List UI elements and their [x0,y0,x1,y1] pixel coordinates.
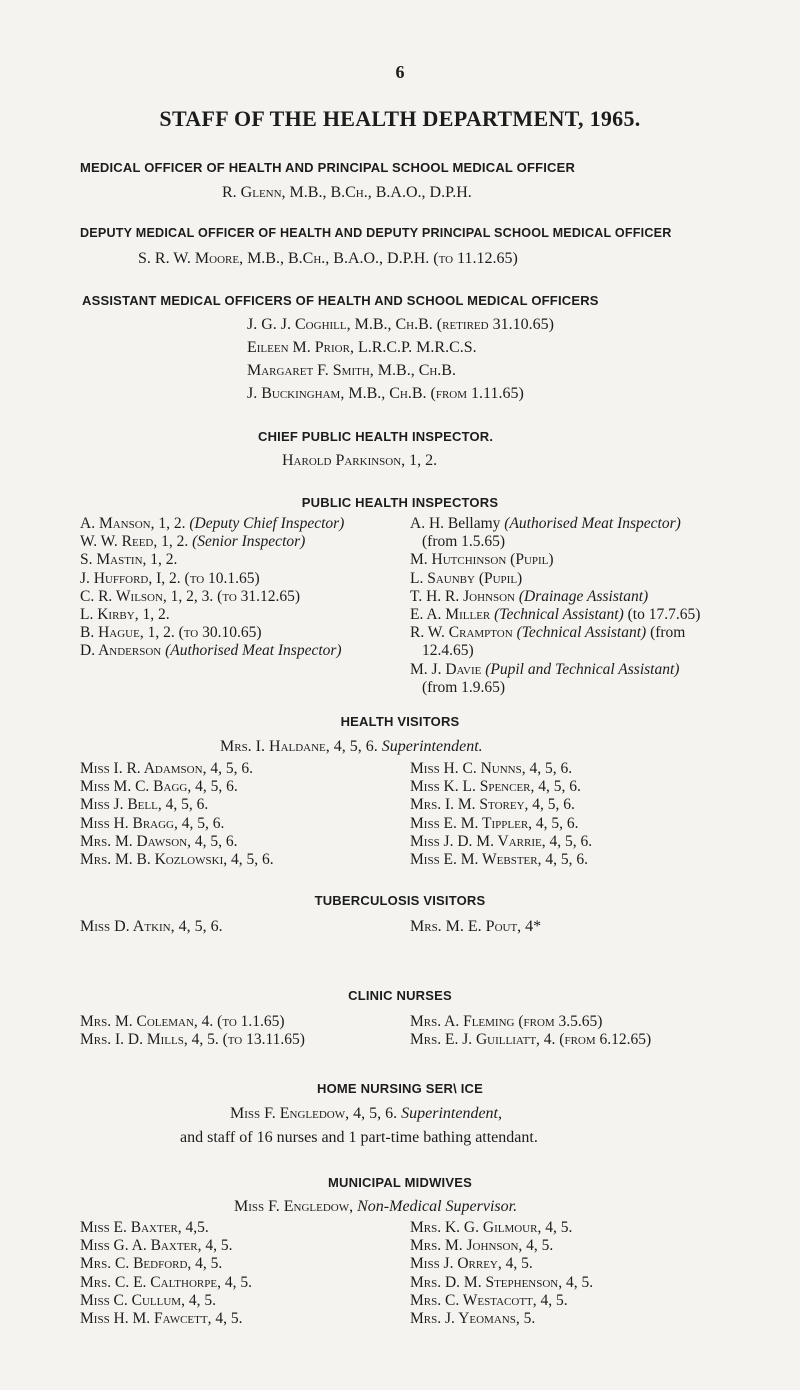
page-title: STAFF OF THE HEALTH DEPARTMENT, 1965. [159,106,641,131]
list-item: T. H. R. Johnson (Drainage Assistant) [410,587,649,605]
chief-phi-name: Harold Parkinson, 1, 2. [282,452,438,469]
home-nursing-heading: HOME NURSING SER\ ICE [317,1081,483,1096]
assistants-heading: ASSISTANT MEDICAL OFFICERS OF HEALTH AND SCHOOL MEDICAL OFFICERS [82,293,599,308]
list-item: Mrs. I. D. Mills, 4, 5. (to 13.11.65) [80,1031,305,1049]
list-item: J. Hufford, I, 2. (to 10.1.65) [80,569,260,587]
page-number: 6 [395,62,405,82]
list-item: Mrs. D. M. Stephenson, 4, 5. [410,1273,594,1291]
phi-right-column [410,515,700,697]
list-item: (from 1.9.65) [422,678,506,696]
list-item: Mrs. A. Fleming (from 3.5.65) [410,1013,603,1030]
list-item: Miss J. D. M. Varrie, 4, 5, 6. [410,832,593,850]
list-item: W. W. Reed, 1, 2. (Senior Inspector) [80,533,306,551]
list-item: Mrs. K. G. Gilmour, 4, 5. [410,1219,573,1236]
moh-heading: MEDICAL OFFICER OF HEALTH AND PRINCIPAL SCHOOL MEDICAL OFFICER [80,160,576,175]
list-item: 12.4.65) [422,642,474,660]
clinic-nurses-heading: CLINIC NURSES [348,988,452,1003]
list-item: Mrs. C. Bedford, 4, 5. [80,1255,223,1273]
assistant-name: Margaret F. Smith, M.B., Ch.B. [247,362,456,379]
health-visitors-superintendent: Mrs. I. Haldane, 4, 5, 6. Superintendent. [220,738,483,755]
deputy-heading: DEPUTY MEDICAL OFFICER OF HEALTH AND DEPUTY PRINCIPAL SCHOOL MEDICAL OFFICER [80,226,672,240]
list-item: Miss E. M. Tippler, 4, 5, 6. [410,814,579,832]
list-item: R. W. Crampton (Technical Assistant) (from [410,624,686,642]
list-item: D. Anderson (Authorised Meat Inspector) [80,642,342,660]
list-item: L. Kirby, 1, 2. [80,606,170,624]
midwives-right-column [410,1219,593,1328]
assistant-name: Eileen M. Prior, L.R.C.P. M.R.C.S. [247,339,477,356]
tb-visitors-heading: TUBERCULOSIS VISITORS [314,893,486,908]
list-item: Miss E. M. Webster, 4, 5, 6. [410,851,588,869]
list-item: Mrs. I. M. Storey, 4, 5, 6. [410,796,575,814]
home-nursing-staff: and staff of 16 nurses and 1 part-time bathing attendant. [180,1129,538,1146]
list-item: Miss I. R. Adamson, 4, 5, 6. [80,760,253,777]
health-visitors-left-column [80,760,274,869]
list-item: Mrs. M. Dawson, 4, 5, 6. [80,832,238,850]
list-item: Mrs. C. E. Calthorpe, 4, 5. [80,1273,252,1291]
list-item: Miss K. L. Spencer, 4, 5, 6. [410,778,581,796]
list-item: Miss G. A. Baxter, 4, 5. [80,1237,233,1255]
list-item: M. J. Davie (Pupil and Technical Assistant) [410,660,680,678]
list-item: S. Mastin, 1, 2. [80,551,178,569]
list-item: A. Manson, 1, 2. (Deputy Chief Inspector) [80,515,345,532]
list-item: Miss E. Baxter, 4,5. [80,1219,209,1236]
list-item: L. Saunby (Pupil) [410,569,523,587]
chief-phi-heading: CHIEF PUBLIC HEALTH INSPECTOR. [258,429,494,444]
assistant-name: J. Buckingham, M.B., Ch.B. (from 1.11.65) [247,385,524,402]
tb-visitor-left: Miss D. Atkin, 4, 5, 6. [80,918,223,935]
midwives-left-column [80,1219,252,1328]
clinic-nurses-right-column [410,1013,651,1049]
tb-visitor-right: Mrs. M. E. Pout, 4* [410,918,542,935]
list-item: B. Hague, 1, 2. (to 30.10.65) [80,624,262,642]
list-item: Miss M. C. Bagg, 4, 5, 6. [80,778,238,796]
list-item: C. R. Wilson, 1, 2, 3. (to 31.12.65) [80,587,301,605]
home-nursing-superintendent: Miss F. Engledow, 4, 5, 6. Superintendent, [230,1105,502,1122]
phi-left-column [80,515,344,661]
health-visitors-heading: HEALTH VISITORS [340,714,460,729]
moh-name: R. Glenn, M.B., B.Ch., B.A.O., D.P.H. [222,184,472,201]
list-item: Mrs. E. J. Guilliatt, 4. (from 6.12.65) [410,1031,652,1049]
list-item: Miss H. Bragg, 4, 5, 6. [80,814,225,832]
list-item: Miss J. Orrey, 4, 5. [410,1255,533,1273]
list-item: (from 1.5.65) [422,533,506,551]
list-item: Miss H. C. Nunns, 4, 5, 6. [410,760,573,777]
list-item: Mrs. M. B. Kozlowski, 4, 5, 6. [80,851,274,869]
list-item: Miss J. Bell, 4, 5, 6. [80,796,209,814]
list-item: Miss H. M. Fawcett, 4, 5. [80,1310,243,1328]
list-item: Mrs. J. Yeomans, 5. [410,1310,536,1328]
list-item: Mrs. M. Coleman, 4. (to 1.1.65) [80,1013,285,1030]
list-item: A. H. Bellamy (Authorised Meat Inspector) [410,515,681,532]
list-item: Miss C. Cullum, 4, 5. [80,1291,216,1309]
clinic-nurses-left-column [80,1013,305,1049]
list-item: M. Hutchinson (Pupil) [410,551,554,569]
deputy-name: S. R. W. Moore, M.B., B.Ch., B.A.O., D.P.H. (to 11.12.65) [138,250,518,267]
list-item: Mrs. C. Westacott, 4, 5. [410,1291,568,1309]
list-item: E. A. Miller (Technical Assistant) (to 17.7.65) [410,606,701,624]
list-item: Mrs. M. Johnson, 4, 5. [410,1237,554,1255]
phi-heading: PUBLIC HEALTH INSPECTORS [301,495,499,510]
midwives-heading: MUNICIPAL MIDWIVES [328,1175,472,1190]
assistant-name: J. G. J. Coghill, M.B., Ch.B. (retired 31.10.65) [247,316,554,333]
midwives-supervisor: Miss F. Engledow, Non-Medical Supervisor. [234,1198,518,1215]
health-visitors-right-column [410,760,592,869]
